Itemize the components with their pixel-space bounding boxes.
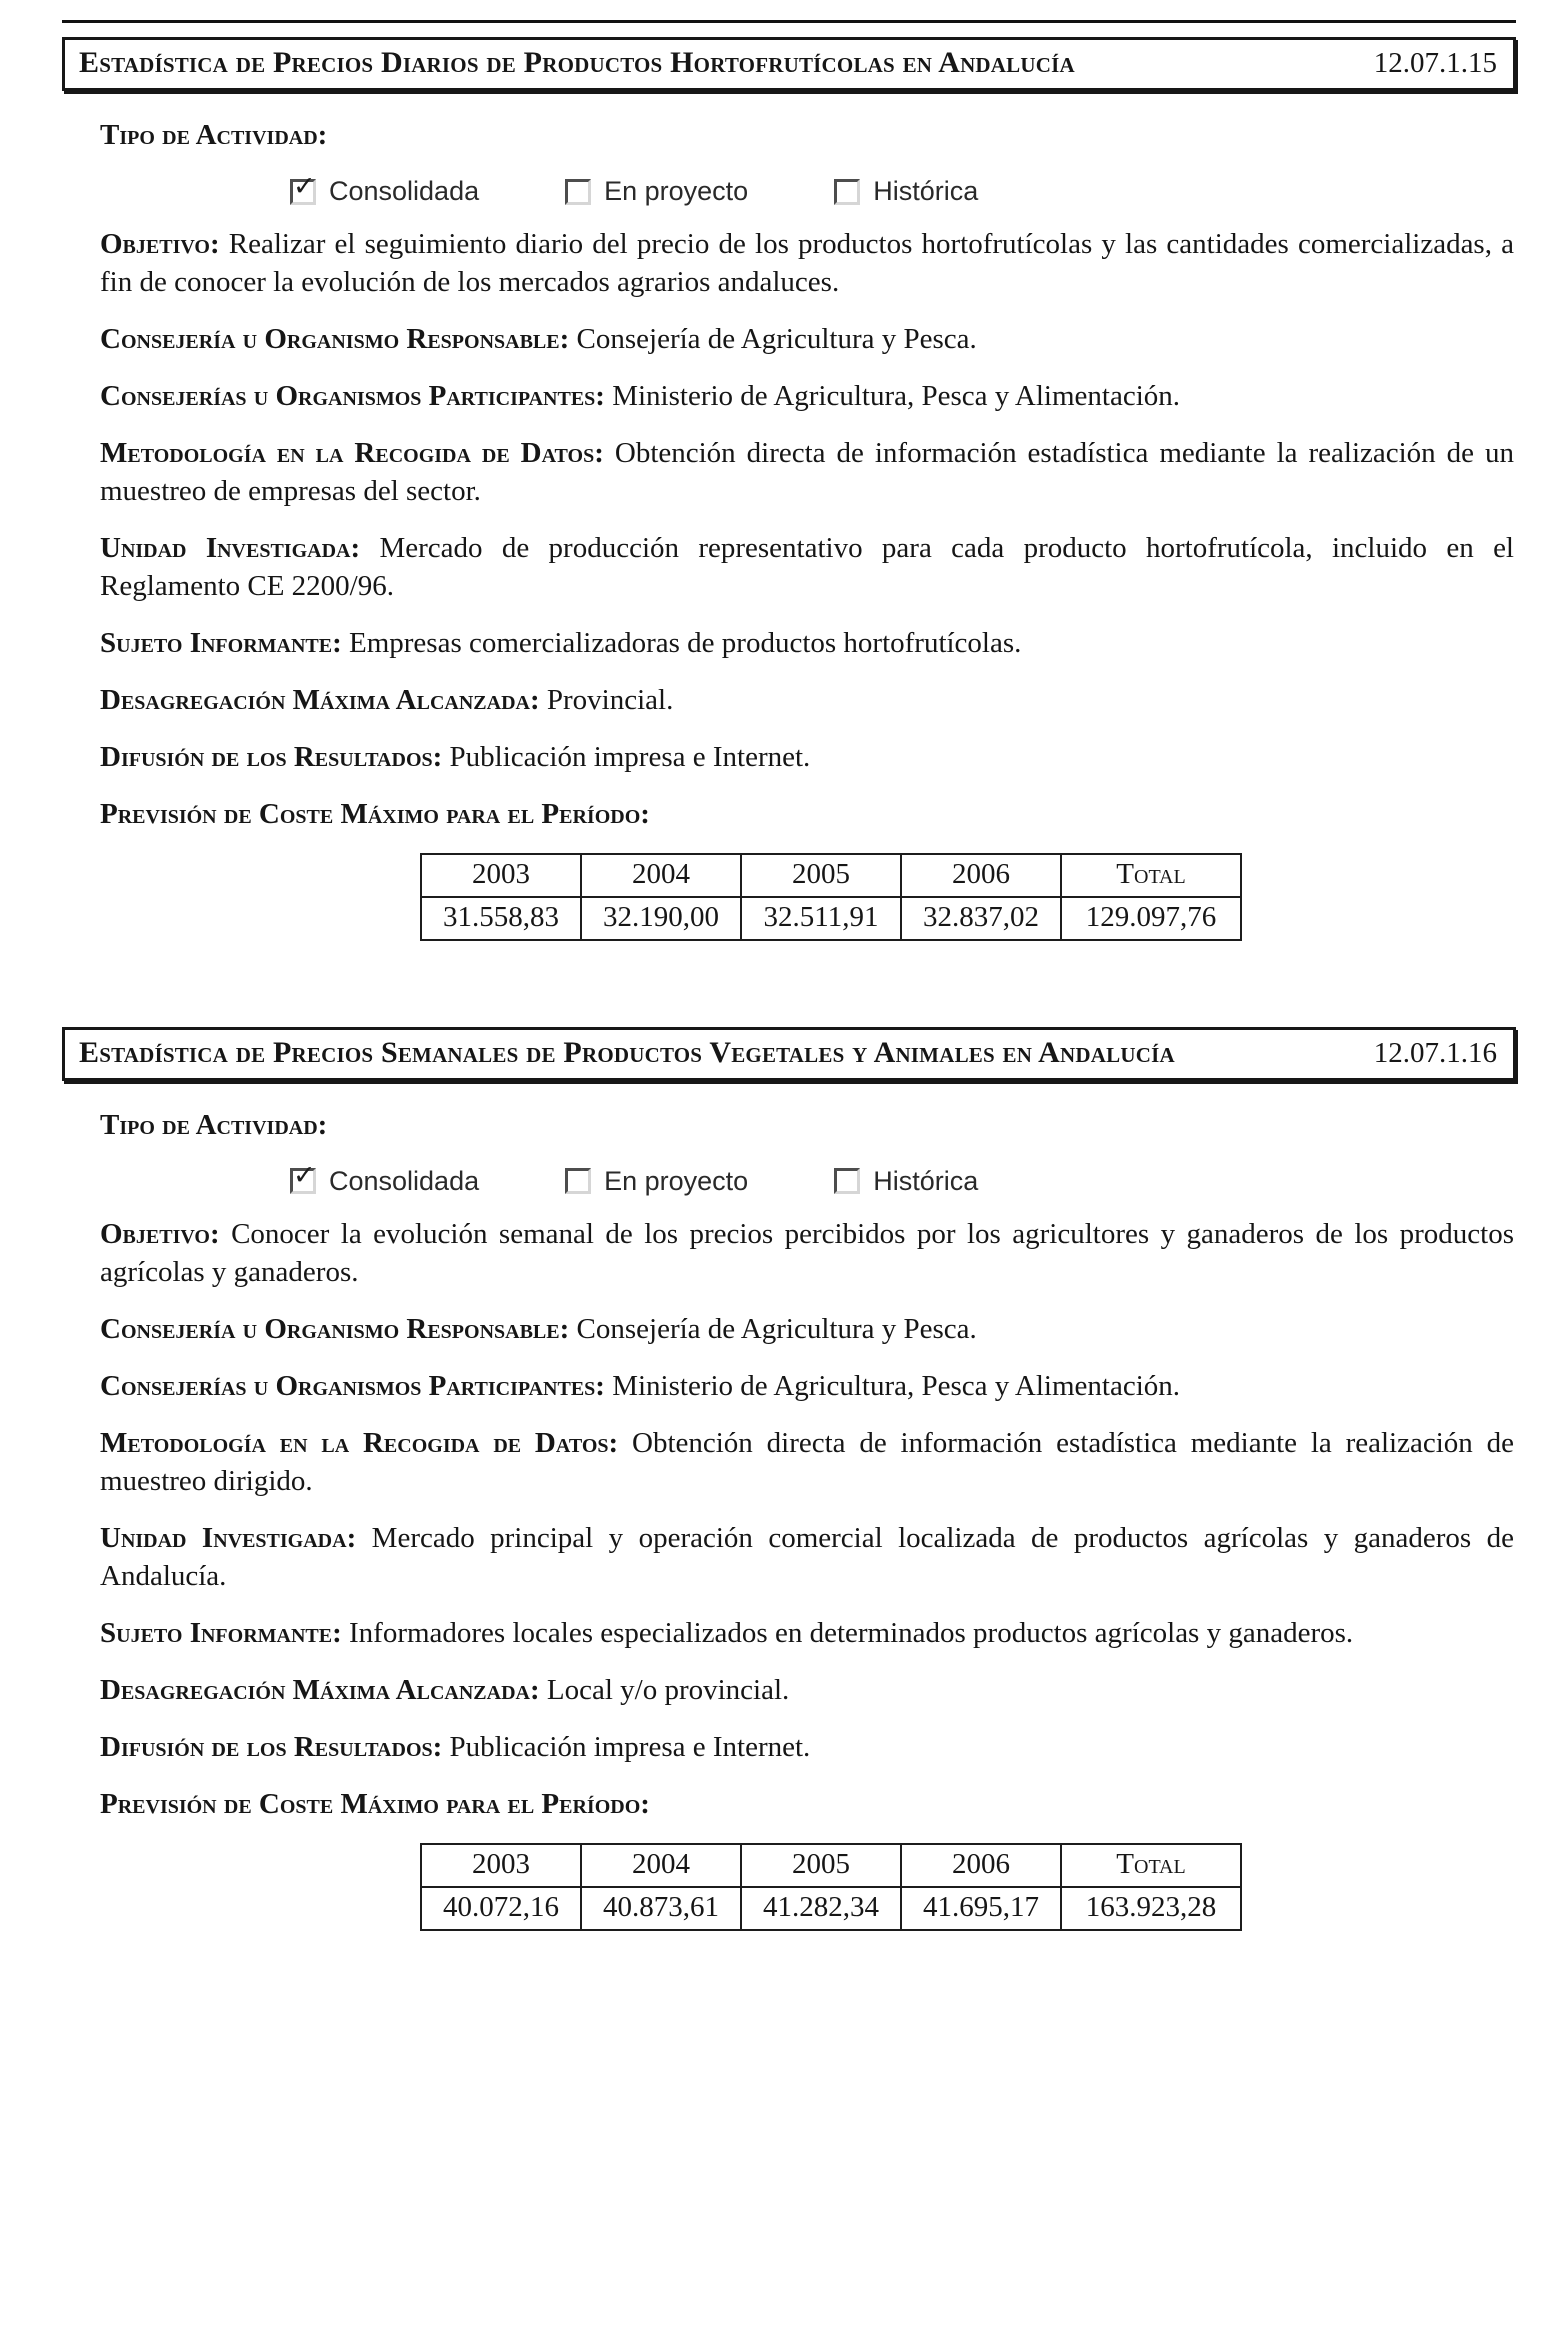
field-label: Difusión de los Resultados: xyxy=(100,1730,443,1763)
field-text: Informadores locales especializados en determinados productos agrícolas y ganaderos. xyxy=(349,1616,1354,1649)
checkbox-consolidada[interactable] xyxy=(290,170,480,207)
field-text: Consejería de Agricultura y Pesca. xyxy=(576,1312,977,1345)
checkbox-icon xyxy=(565,179,591,205)
cost-table-value-cell: 40.072,16 xyxy=(421,1887,581,1930)
field-label: Desagregación Máxima Alcanzada: xyxy=(100,1673,540,1706)
cost-table-value-cell: 129.097,76 xyxy=(1061,897,1241,940)
field-difusion xyxy=(100,1729,1514,1767)
section-header xyxy=(62,1027,1516,1081)
cost-table-value-cell: 163.923,28 xyxy=(1061,1887,1241,1930)
field-metodologia xyxy=(100,1425,1514,1501)
field-label: Consejerías u Organismos Participantes: xyxy=(100,379,605,412)
checkbox-historica[interactable] xyxy=(834,176,978,207)
section-body xyxy=(100,1109,1514,1931)
field-label: Objetivo: xyxy=(100,1217,220,1250)
checkbox-label: En proyecto xyxy=(604,176,749,206)
cost-table-value-cell: 40.873,61 xyxy=(581,1887,741,1930)
checkbox-label: Consolidada xyxy=(329,176,480,206)
cost-table-header-cell: 2003 xyxy=(421,1844,581,1887)
section-title: Estadística de Precios Semanales de Productos Vegetales y Animales en Andalucía xyxy=(79,1035,1175,1069)
cost-table-header-cell: Total xyxy=(1061,854,1241,897)
field-text: Publicación impresa e Internet. xyxy=(449,1730,811,1763)
checkbox-label: Consolidada xyxy=(329,1165,480,1196)
checkbox-label: Histórica xyxy=(873,176,979,206)
activity-type-label: Tipo de Actividad: xyxy=(100,119,328,151)
field-objetivo xyxy=(100,1216,1514,1292)
activity-type-label: Tipo de Actividad: xyxy=(100,1108,328,1141)
cost-table-header-cell: 2005 xyxy=(741,1844,901,1887)
section-activity-12-07-1-16 xyxy=(62,1027,1516,1931)
field-label: Consejerías u Organismos Participantes: xyxy=(100,1369,605,1402)
activity-type-options xyxy=(290,1160,1514,1197)
section-activity-12-07-1-15 xyxy=(62,37,1516,941)
field-label: Sujeto Informante: xyxy=(100,626,342,659)
field-prevision-coste xyxy=(100,796,1514,834)
field-text: Ministerio de Agricultura, Pesca y Alimentación. xyxy=(612,379,1181,412)
checkbox-en-proyecto[interactable] xyxy=(565,1166,748,1197)
cost-table-value-cell: 31.558,83 xyxy=(421,897,581,940)
cost-table-value-row xyxy=(421,897,1241,940)
field-label: Desagregación Máxima Alcanzada: xyxy=(100,683,540,716)
field-text: Obtención directa de información estadística mediante la realización de muestreo dirigido. xyxy=(100,1426,1514,1497)
field-text: Conocer la evolución semanal de los precios percibidos por los agricultores y ganaderos de los productos agrícolas y ganaderos. xyxy=(100,1217,1515,1288)
field-text: Ministerio de Agricultura, Pesca y Alimentación. xyxy=(612,1369,1181,1402)
field-objetivo xyxy=(100,226,1514,302)
section-body xyxy=(100,119,1514,941)
cost-table-value-row xyxy=(421,1887,1241,1930)
field-text: Mercado de producción representativo para cada producto hortofrutícola, incluido en el Reglamento CE 2200/96. xyxy=(100,531,1514,602)
field-text: Provincial. xyxy=(546,683,674,716)
field-sujeto-informante xyxy=(100,1615,1514,1653)
field-label: Previsión de Coste Máximo para el Período: xyxy=(100,797,650,830)
checkbox-icon xyxy=(565,1168,591,1194)
checkbox-icon xyxy=(290,170,316,205)
field-label: Sujeto Informante: xyxy=(100,1616,342,1649)
checkbox-en-proyecto[interactable] xyxy=(565,176,748,207)
section-title: Estadística de Precios Diarios de Productos Hortofrutícolas en Andalucía xyxy=(79,46,1075,79)
cost-table-header-cell: 2004 xyxy=(581,854,741,897)
cost-table-value-cell: 32.837,02 xyxy=(901,897,1061,940)
field-label: Objetivo: xyxy=(100,228,220,260)
cost-table-header-cell: 2005 xyxy=(741,854,901,897)
field-sujeto-informante xyxy=(100,625,1514,663)
checkbox-icon xyxy=(834,1168,860,1194)
cost-table xyxy=(420,853,1242,941)
section-code: 12.07.1.16 xyxy=(1373,1036,1497,1069)
field-text: Consejería de Agricultura y Pesca. xyxy=(576,322,977,355)
field-unidad-investigada xyxy=(100,1520,1514,1596)
field-organismos-participantes xyxy=(100,378,1514,416)
cost-table-value-cell: 32.190,00 xyxy=(581,897,741,940)
field-label: Metodología en la Recogida de Datos: xyxy=(100,436,604,469)
page-top-rule xyxy=(62,20,1516,23)
cost-table-header-cell: 2006 xyxy=(901,854,1061,897)
cost-table-header-cell: 2006 xyxy=(901,1844,1061,1887)
checkbox-label: Histórica xyxy=(873,1165,979,1196)
checkmark-icon: ✓ xyxy=(293,1160,316,1191)
section-code: 12.07.1.15 xyxy=(1373,47,1497,79)
field-metodologia xyxy=(100,435,1514,511)
cost-table-value-cell: 32.511,91 xyxy=(741,897,901,940)
cost-table-header-cell: 2003 xyxy=(421,854,581,897)
field-text: Obtención directa de información estadística mediante la realización de un muestreo de empresas del sector. xyxy=(100,436,1514,507)
section-header xyxy=(62,37,1516,91)
checkbox-consolidada[interactable] xyxy=(290,1160,480,1197)
field-desagregacion xyxy=(100,1672,1514,1710)
cost-table-value-cell: 41.282,34 xyxy=(741,1887,901,1930)
field-label: Unidad Investigada: xyxy=(100,531,361,564)
cost-table-header-cell: Total xyxy=(1061,1844,1241,1887)
cost-table-header-cell: 2004 xyxy=(581,1844,741,1887)
field-consejeria-responsable xyxy=(100,1311,1514,1349)
cost-table xyxy=(420,1843,1242,1931)
field-label: Previsión de Coste Máximo para el Período: xyxy=(100,1787,650,1820)
field-label: Metodología en la Recogida de Datos: xyxy=(100,1426,619,1459)
field-text: Empresas comercializadoras de productos hortofrutícolas. xyxy=(349,626,1022,659)
field-unidad-investigada xyxy=(100,530,1514,606)
cost-table-header-row xyxy=(421,854,1241,897)
field-prevision-coste xyxy=(100,1786,1514,1824)
field-organismos-participantes xyxy=(100,1368,1514,1406)
field-label: Difusión de los Resultados: xyxy=(100,740,443,773)
field-text: Mercado principal y operación comercial localizada de productos agrícolas y ganaderos de Andalucía. xyxy=(100,1521,1514,1592)
checkbox-label: En proyecto xyxy=(604,1165,749,1196)
field-difusion xyxy=(100,739,1514,777)
field-label: Unidad Investigada: xyxy=(100,1521,357,1554)
field-text: Publicación impresa e Internet. xyxy=(449,740,811,773)
activity-type-options xyxy=(290,170,1514,207)
cost-table-header-row xyxy=(421,1844,1241,1887)
field-label: Consejería u Organismo Responsable: xyxy=(100,1312,570,1345)
checkbox-icon xyxy=(290,1160,316,1194)
field-text: Realizar el seguimiento diario del precio de los productos hortofrutícolas y las cantidades comercializadas, a fin de conocer la evolución de los mercados agrarios andaluces. xyxy=(100,228,1514,298)
field-desagregacion xyxy=(100,682,1514,720)
checkbox-historica[interactable] xyxy=(834,1166,978,1197)
field-label: Consejería u Organismo Responsable: xyxy=(100,322,570,355)
checkmark-icon: ✓ xyxy=(293,170,316,201)
checkbox-icon xyxy=(834,179,860,205)
field-consejeria-responsable xyxy=(100,321,1514,359)
cost-table-value-cell: 41.695,17 xyxy=(901,1887,1061,1930)
field-text: Local y/o provincial. xyxy=(546,1673,790,1706)
